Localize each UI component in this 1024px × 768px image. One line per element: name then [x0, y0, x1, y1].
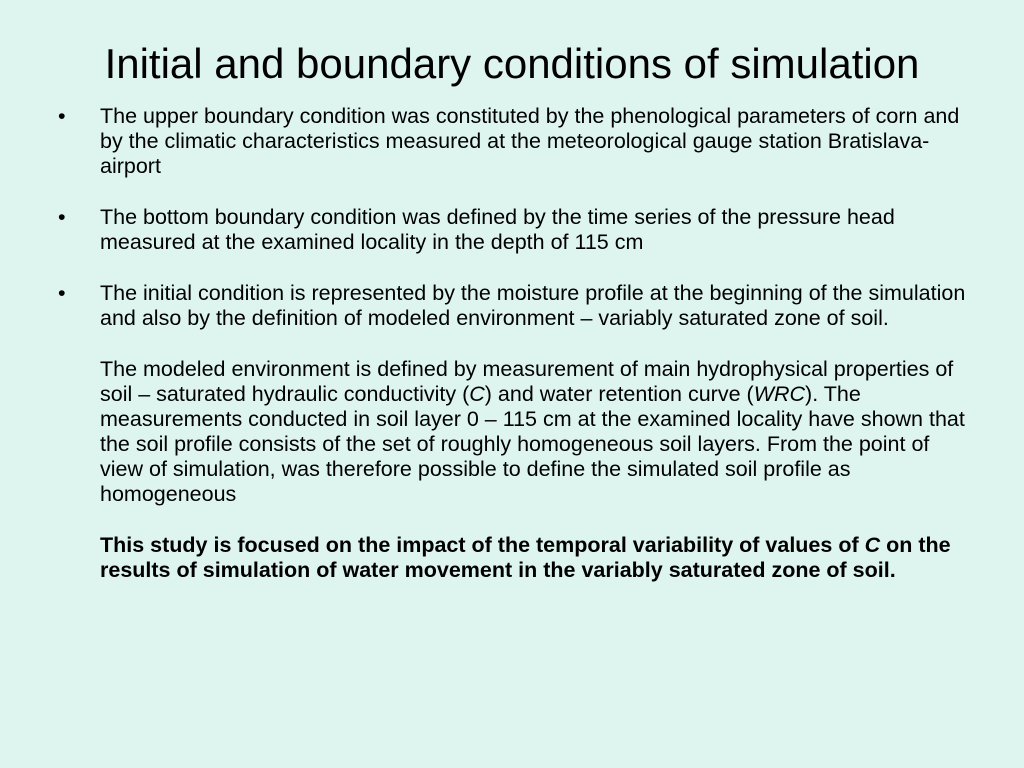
term-water-retention-curve: WRC — [753, 382, 806, 406]
paragraph-text: The modeled environment is defined by measurement of main hydrophysical properties of soil – saturated hydraulic conductivity ( — [100, 357, 954, 406]
term-hydraulic-conductivity: C — [864, 533, 881, 557]
paragraph-modeled-environment — [58, 357, 978, 507]
term-hydraulic-conductivity: C — [469, 382, 485, 406]
bullet-item-bottom-boundary — [58, 205, 978, 255]
bullet-text: The initial condition is represented by the moisture profile at the beginning of the simulation and also by the definition of modeled environment – variably saturated zone of soil. — [100, 281, 966, 330]
paragraph-text: This study is focused on the impact of the temporal variability of values of — [100, 533, 865, 557]
paragraph-text: ). The measurements conducted in soil layer 0 – 115 cm at the examined locality have shown that the soil profile consists of the set of roughly homogeneous soil layers. From the point of view of simulation, was therefore possible to define the simulated soil profile as homogeneous — [100, 382, 965, 506]
bullet-text: The upper boundary condition was constituted by the phenological parameters of corn and by the climatic characteristics measured at the meteorological gauge station Bratislava-airport — [100, 104, 960, 178]
bullet-item-upper-boundary — [58, 104, 978, 179]
paragraph-text: ) and water retention curve ( — [484, 382, 754, 406]
bullet-text: The bottom boundary condition was defined by the time series of the pressure head measured at the examined locality in the depth of 115 cm — [100, 205, 895, 254]
bullet-item-initial-condition — [58, 281, 978, 331]
slide-title: Initial and boundary conditions of simulation — [104, 40, 920, 87]
bullet-marker: • — [58, 205, 66, 229]
paragraph-study-focus — [58, 533, 978, 583]
bullet-marker: • — [58, 104, 66, 128]
paragraph-text: on the results of simulation of water movement in the variably saturated zone of soil. — [100, 533, 951, 582]
slide-body — [58, 104, 978, 609]
bullet-marker: • — [58, 281, 66, 305]
